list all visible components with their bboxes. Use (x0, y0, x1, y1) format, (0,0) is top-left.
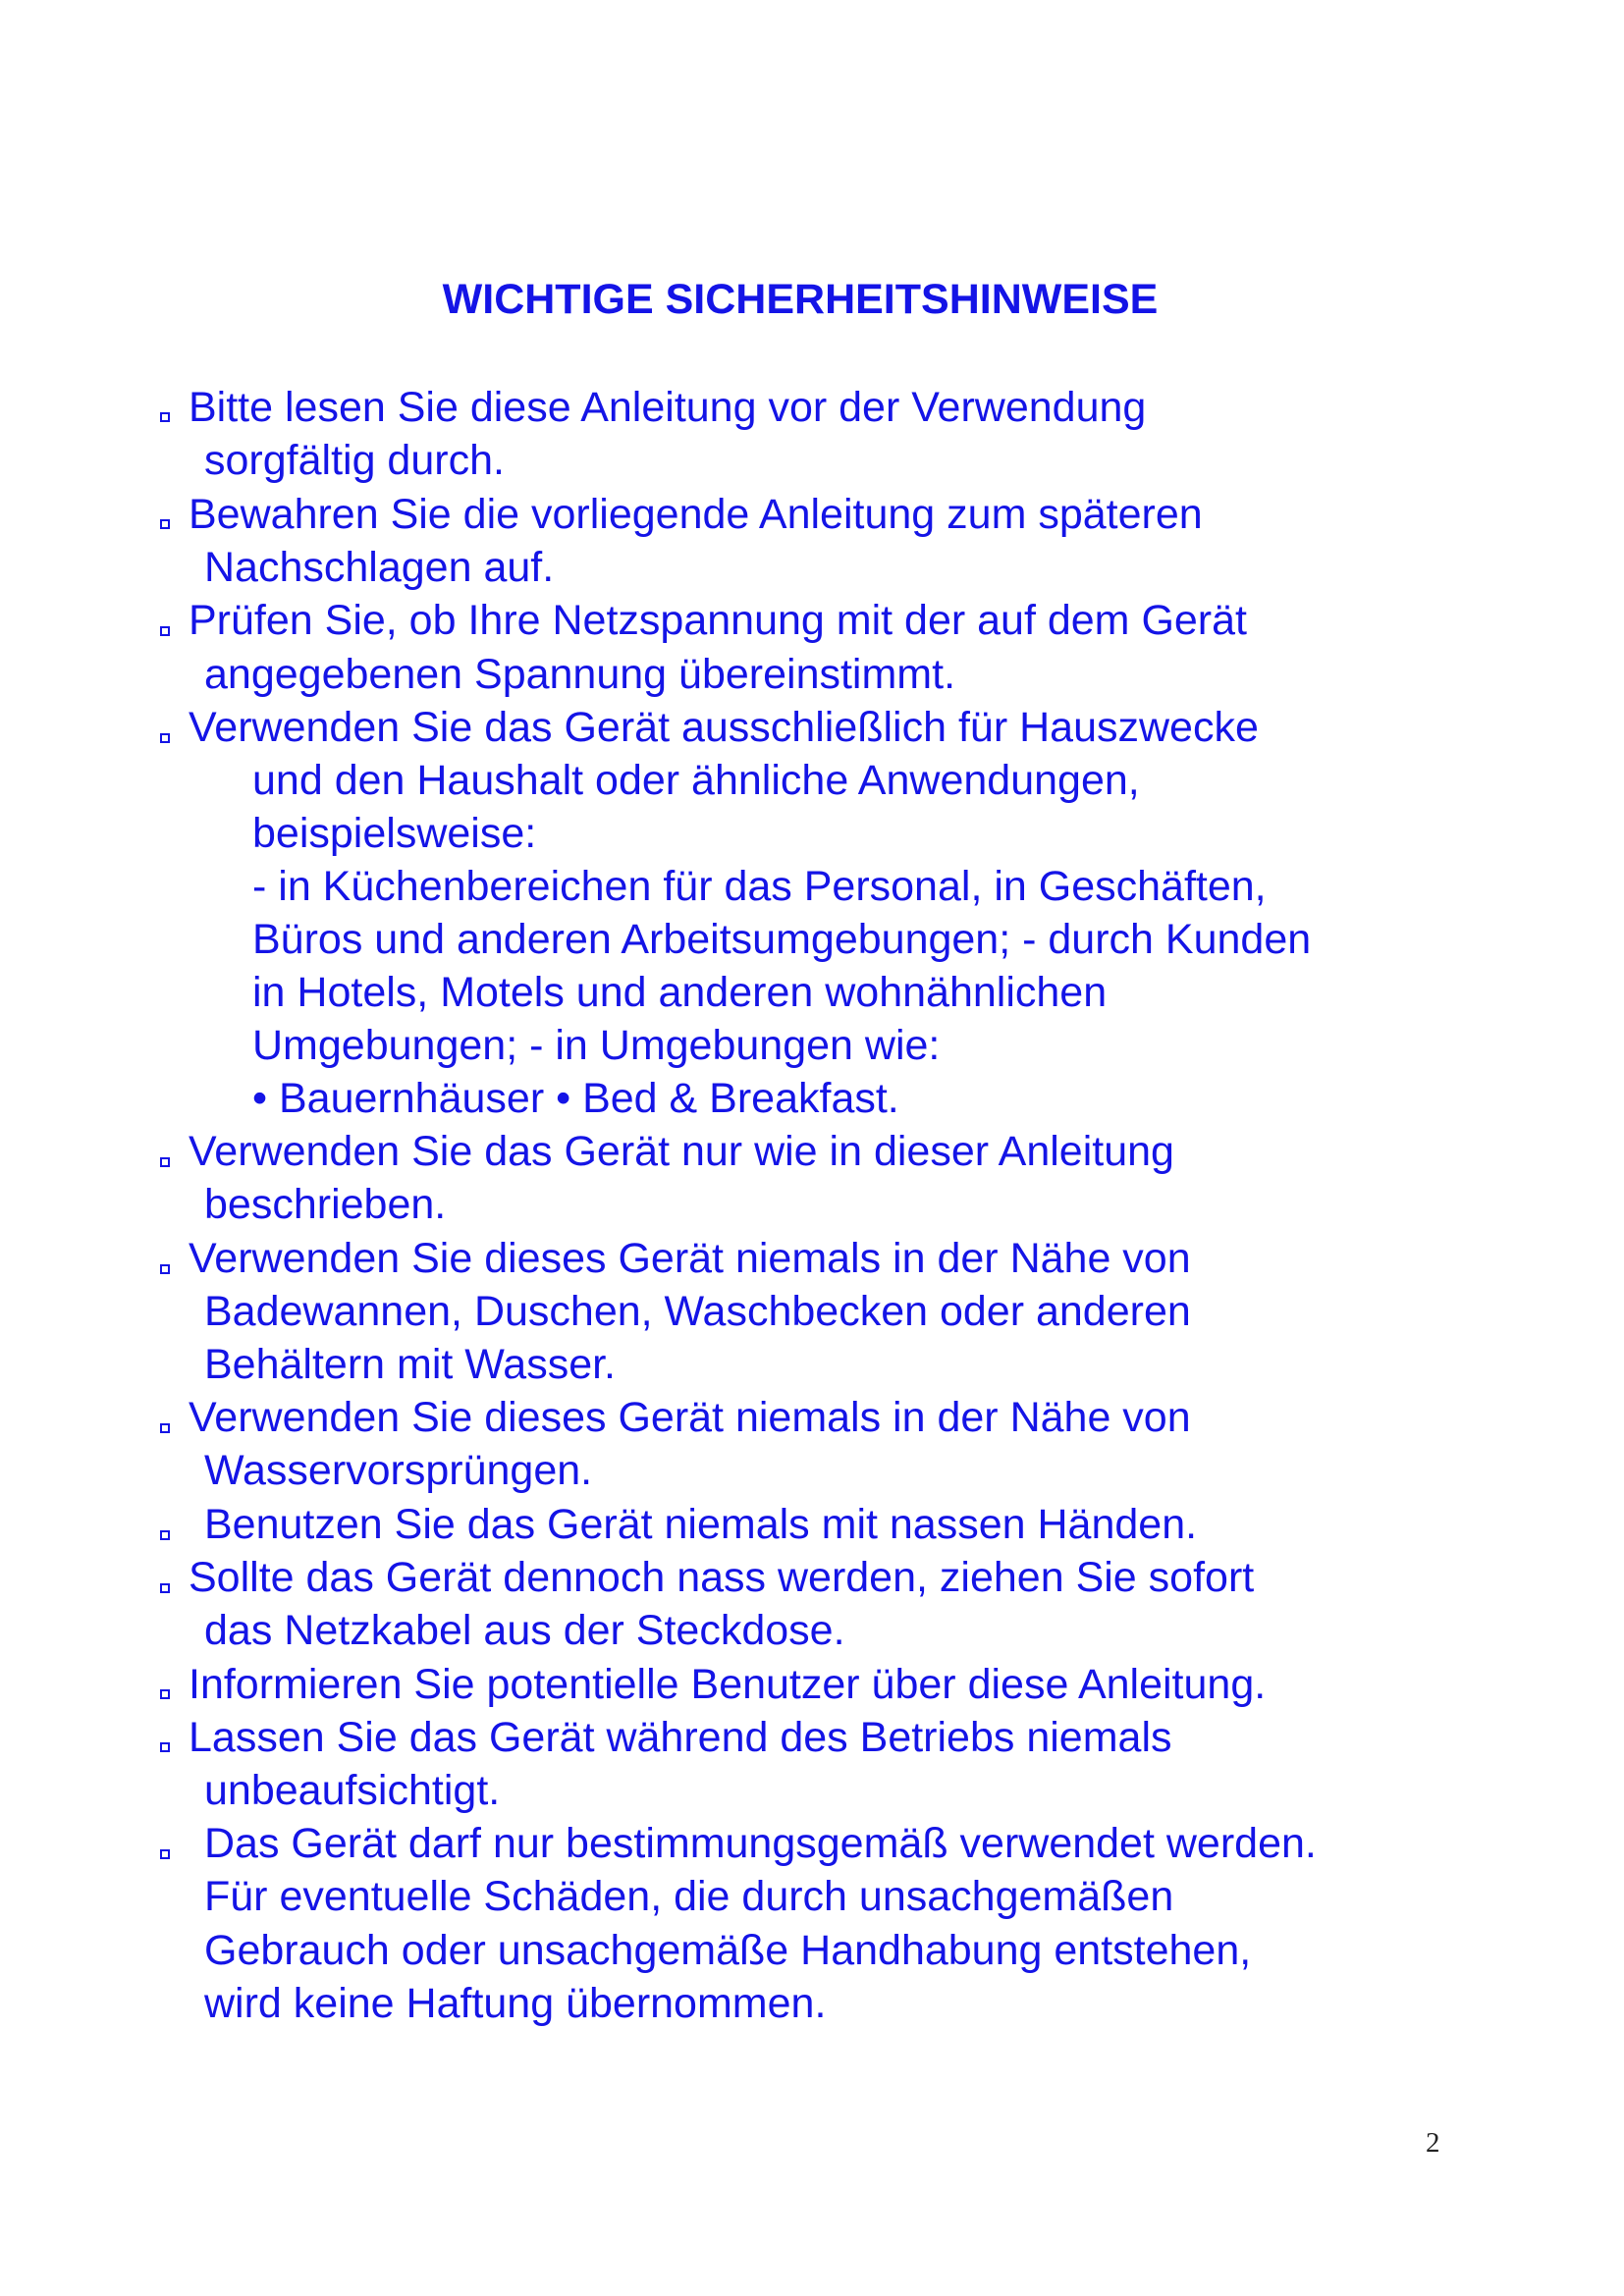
list-item-line: das Netzkabel aus der Steckdose. (204, 1607, 845, 1654)
checkbox-bullet-icon (160, 1689, 170, 1699)
list-item-line: angegebenen Spannung übereinstimmt. (204, 651, 956, 698)
checkbox-bullet-icon (160, 412, 170, 422)
list-item-line: und den Haushalt oder ähnliche Anwendungen, (252, 757, 1140, 804)
list-item-line: - in Küchenbereichen für das Personal, in Geschäften, (252, 863, 1267, 910)
checkbox-bullet-icon (160, 519, 170, 529)
list-item-line: Verwenden Sie das Gerät ausschließlich für Hauszwecke (189, 704, 1259, 751)
list-item-line: beispielsweise: (252, 810, 537, 857)
list-item-line: Prüfen Sie, ob Ihre Netzspannung mit der auf dem Gerät (189, 597, 1247, 644)
list-item-line: Verwenden Sie das Gerät nur wie in dieser Anleitung (189, 1128, 1174, 1175)
list-item-line: Umgebungen; - in Umgebungen wie: (252, 1022, 941, 1069)
list-item-line: Für eventuelle Schäden, die durch unsachgemäßen (204, 1873, 1174, 1920)
checkbox-bullet-icon (160, 1530, 170, 1540)
checkbox-bullet-icon (160, 1583, 170, 1593)
list-item-line: Badewannen, Duschen, Waschbecken oder anderen (204, 1288, 1191, 1335)
list-item-line: Verwenden Sie dieses Gerät niemals in der Nähe von (189, 1394, 1191, 1441)
list-item-line: Büros und anderen Arbeitsumgebungen; - durch Kunden (252, 916, 1312, 963)
list-item-line: wird keine Haftung übernommen. (204, 1980, 827, 2027)
list-item-line: Verwenden Sie dieses Gerät niemals in der Nähe von (189, 1235, 1191, 1282)
list-item-line: Das Gerät darf nur bestimmungsgemäß verwendet werden. (204, 1820, 1317, 1867)
list-item-line: Benutzen Sie das Gerät niemals mit nassen Händen. (204, 1501, 1198, 1548)
list-item-line: Informieren Sie potentielle Benutzer über diese Anleitung. (189, 1661, 1267, 1708)
list-item-line: • Bauernhäuser • Bed & Breakfast. (252, 1075, 899, 1122)
checkbox-bullet-icon (160, 1264, 170, 1274)
page-number: 2 (1426, 2127, 1440, 2159)
checkbox-bullet-icon (160, 733, 170, 743)
list-item-line: Bewahren Sie die vorliegende Anleitung zum späteren (189, 491, 1203, 538)
list-item-line: unbeaufsichtigt. (204, 1767, 501, 1814)
list-item-line: sorgfältig durch. (204, 437, 505, 484)
list-item-line: Bitte lesen Sie diese Anleitung vor der Verwendung (189, 384, 1147, 431)
list-item-line: Behältern mit Wasser. (204, 1341, 616, 1388)
checkbox-bullet-icon (160, 1423, 170, 1433)
list-item-line: Lassen Sie das Gerät während des Betriebs niemals (189, 1714, 1172, 1761)
checkbox-bullet-icon (160, 1742, 170, 1752)
checkbox-bullet-icon (160, 626, 170, 636)
list-item-line: Nachschlagen auf. (204, 544, 555, 591)
list-item-line: in Hotels, Motels und anderen wohnähnlichen (252, 969, 1108, 1016)
checkbox-bullet-icon (160, 1157, 170, 1167)
list-item-line: Wasservorsprüngen. (204, 1447, 593, 1494)
list-item-line: Sollte das Gerät dennoch nass werden, ziehen Sie sofort (189, 1554, 1255, 1601)
list-item-line: beschrieben. (204, 1181, 447, 1228)
checkbox-bullet-icon (160, 1849, 170, 1859)
list-item-line: Gebrauch oder unsachgemäße Handhabung entstehen, (204, 1927, 1252, 1974)
page-title: WICHTIGE SICHERHEITSHINWEISE (442, 276, 1159, 323)
